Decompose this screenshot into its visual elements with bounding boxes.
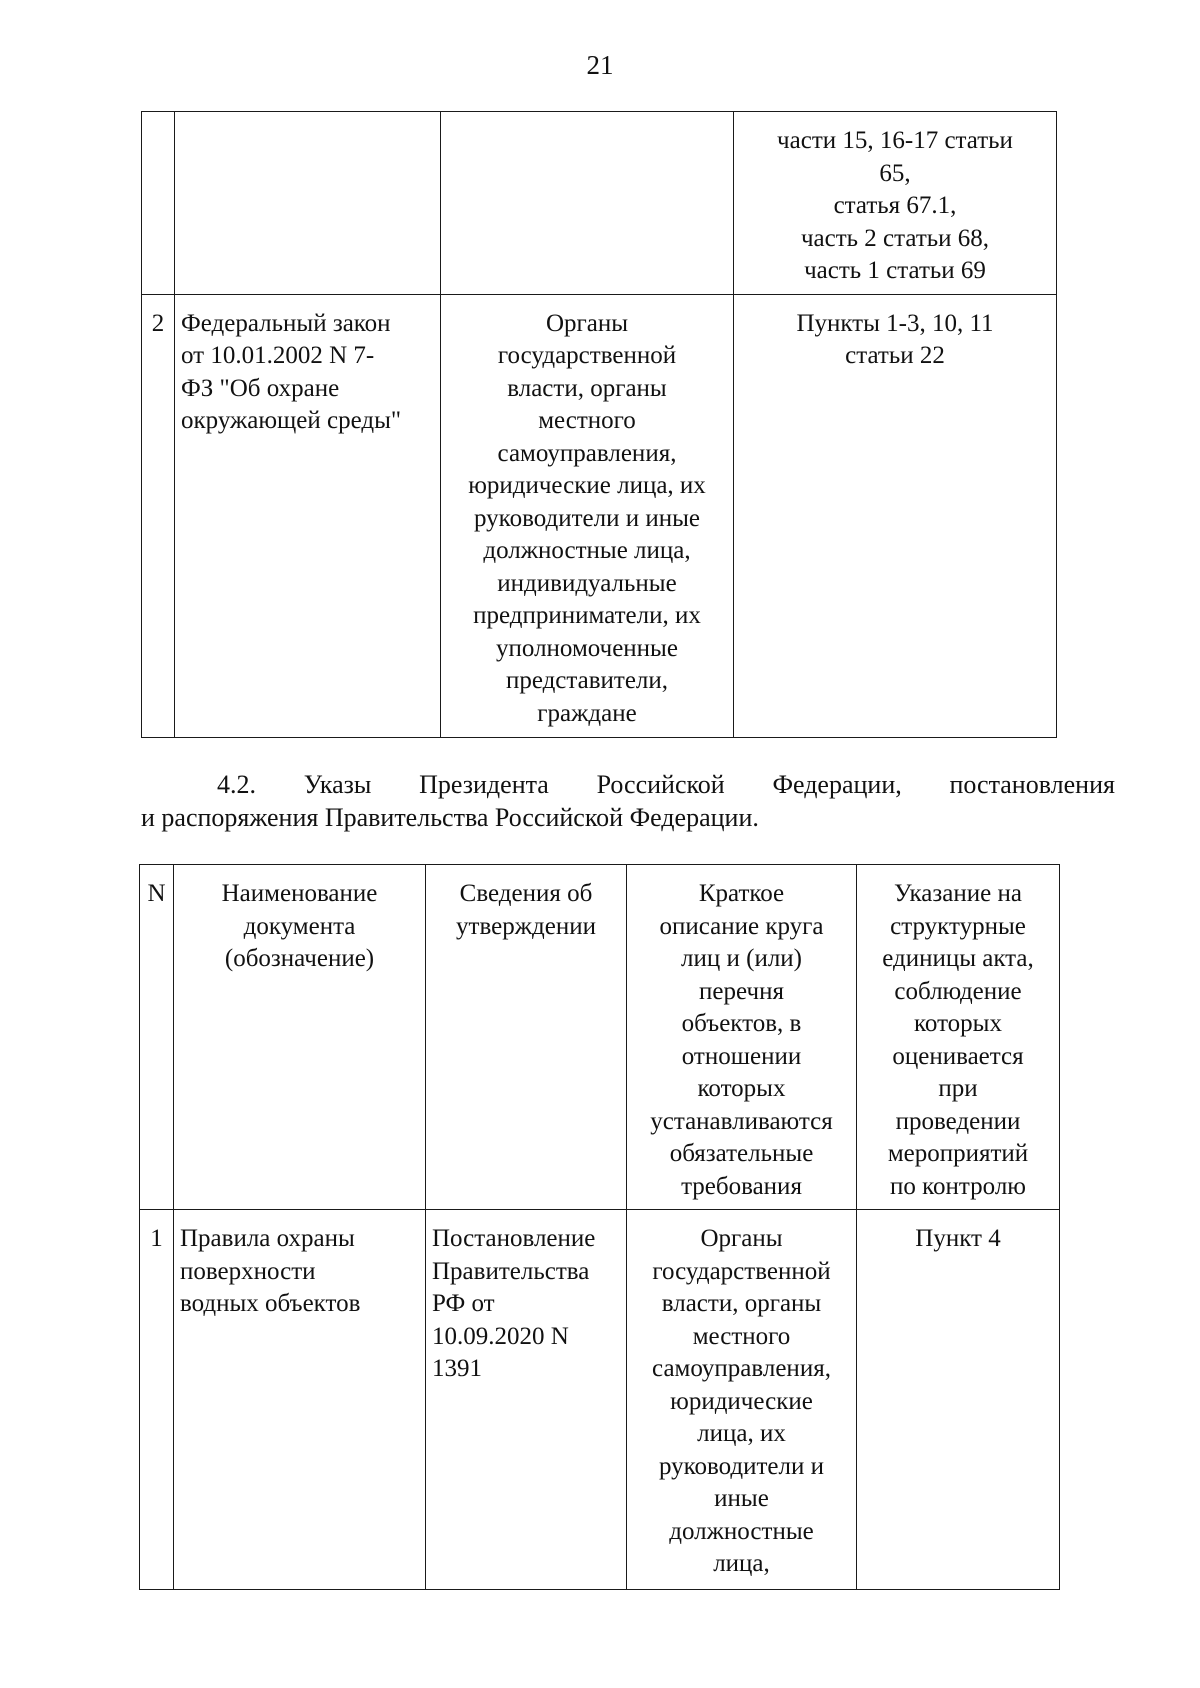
cell-text-line: иные [714,1485,769,1512]
row-number-cell [142,112,175,295]
cell-text-line: РФ от [432,1290,495,1317]
cell-text-line: по контролю [890,1172,1026,1200]
cell-text-line: юридические лица, их [468,472,706,499]
cell-text-line: лица, [713,1550,770,1577]
decrees-table [139,864,1060,1590]
cell-text-line: описание круга [659,912,824,940]
table-row [142,294,1057,737]
cell-text-line: Краткое [698,880,785,907]
cell-text-line: Наименование [221,880,378,907]
structural-units-cell [857,1210,1060,1590]
section-word: Указы [303,770,372,799]
section-heading-line1 [141,768,1115,801]
cell-text-line: от 10.01.2002 N 7- [181,342,375,369]
cell-text-line: которых [697,1075,786,1102]
section-word: Президента [419,770,549,799]
cell-text-line: утверждении [456,912,596,940]
cell-text-line: 65, [879,159,911,187]
row-number [142,112,174,131]
row-number: 1 [150,1225,163,1252]
cell-text-line: местного [538,407,636,434]
document-name-cell [175,294,441,737]
cell-text-line: самоуправления, [497,439,677,467]
cell-text-line: 10.09.2020 N [432,1322,569,1350]
document-name-cell [174,1210,426,1590]
cell-text-line: окружающей среды" [181,407,402,434]
page-number: 21 [586,50,614,80]
cell-text-line: часть 2 статьи 68, [800,224,990,252]
row-number-cell [142,294,175,737]
cell-text-line: власти, органы [507,374,667,402]
cell-text-line: перечня [699,977,784,1005]
subjects-cell [627,1210,857,1590]
cell-text-line: предприниматели, их [473,602,701,629]
document-name-cell [175,112,441,295]
cell-text-line: требования [681,1172,802,1200]
cell-text-line: объектов, в [681,1010,802,1037]
cell-text-line: устанавливаются [650,1107,833,1135]
cell-text-line: Пункт 4 [915,1225,1001,1252]
federal-laws-table [141,111,1057,738]
cell-text-line: Указание на [894,880,1022,907]
cell-text-line: проведении [895,1107,1021,1135]
table-row [140,1210,1060,1590]
cell-text-line: водных объектов [180,1290,361,1317]
cell-text-line: юридические [670,1387,813,1415]
table-row [142,112,1057,295]
cell-text-line: Органы [545,309,629,337]
cell-text-line: при [938,1075,978,1102]
cell-text-line: части 15, 16-17 статьи [777,127,1013,154]
cell-text-line: граждане [537,699,637,727]
cell-text-line: Федеральный закон [181,309,391,337]
cell-text-line: руководители и иные [474,504,700,532]
header-name-cell [174,865,426,1210]
cell-text-line: должностные лица, [483,537,691,564]
header-subjects-cell [627,865,857,1210]
cell-text-line: мероприятий [887,1140,1029,1167]
cell-text-line: местного [692,1322,791,1350]
cell-text-line: обязательные [669,1140,814,1167]
cell-text-line: Правила охраны [180,1225,355,1252]
cell-text-line: Правительства [432,1257,590,1285]
cell-text-line: государственной [652,1257,831,1285]
cell-text-line: (обозначение) [224,945,375,972]
section-word: постановления [949,770,1115,799]
cell-text-line: Постановление [432,1225,596,1252]
header-number-cell [140,865,174,1210]
section-heading-line2: и распоряжения Правительства Российской Федерации. [141,803,759,832]
cell-text-line: статьи 22 [845,342,945,369]
subjects-cell [441,112,734,295]
cell-text-line: документа [243,912,356,940]
cell-text-line: представители, [505,667,669,694]
cell-text-line: Органы [700,1225,783,1252]
approval-cell [426,1210,627,1590]
cell-text-line: оценивается [892,1042,1024,1070]
cell-text-line: государственной [497,342,677,369]
cell-text-line: 1391 [432,1355,482,1382]
cell-text-line: самоуправления, [652,1355,831,1382]
row-number: 2 [151,309,165,337]
cell-text-line: лица, их [697,1420,786,1447]
cell-text-line: руководители и [658,1452,825,1480]
cell-text-line: структурные [890,912,1026,940]
cell-text-line: Сведения об [459,880,593,907]
cell-text-line: статья 67.1, [833,192,957,219]
subjects-cell [441,294,734,737]
cell-text-line: Пункты 1-3, 10, 11 [796,309,994,337]
row-number-cell [140,1210,174,1590]
header-units-cell [857,865,1060,1210]
cell-text-line: которых [914,1010,1002,1037]
cell-text-line: должностные [669,1517,814,1545]
cell-text-line: власти, органы [661,1290,822,1317]
structural-units-cell [734,294,1057,737]
section-word: 4.2. [217,770,256,799]
table-header-row [140,865,1060,1210]
cell-text-line: поверхности [180,1257,316,1285]
cell-text-line: соблюдение [894,977,1022,1005]
cell-text-line: индивидуальные [497,569,677,597]
section-word: Федерации, [772,770,902,799]
cell-text-line: ФЗ "Об охране [181,374,340,402]
cell-text-line: часть 1 статьи 69 [804,257,986,284]
cell-text-line: отношении [681,1042,802,1070]
cell-text-line: единицы акта, [882,945,1034,972]
structural-units-cell [734,112,1057,295]
cell-text-line: уполномоченные [496,634,678,662]
section-word: Российской [596,770,725,799]
cell-text-line: лиц и (или) [681,945,802,972]
header-number: N [147,880,166,907]
header-approval-cell [426,865,627,1210]
